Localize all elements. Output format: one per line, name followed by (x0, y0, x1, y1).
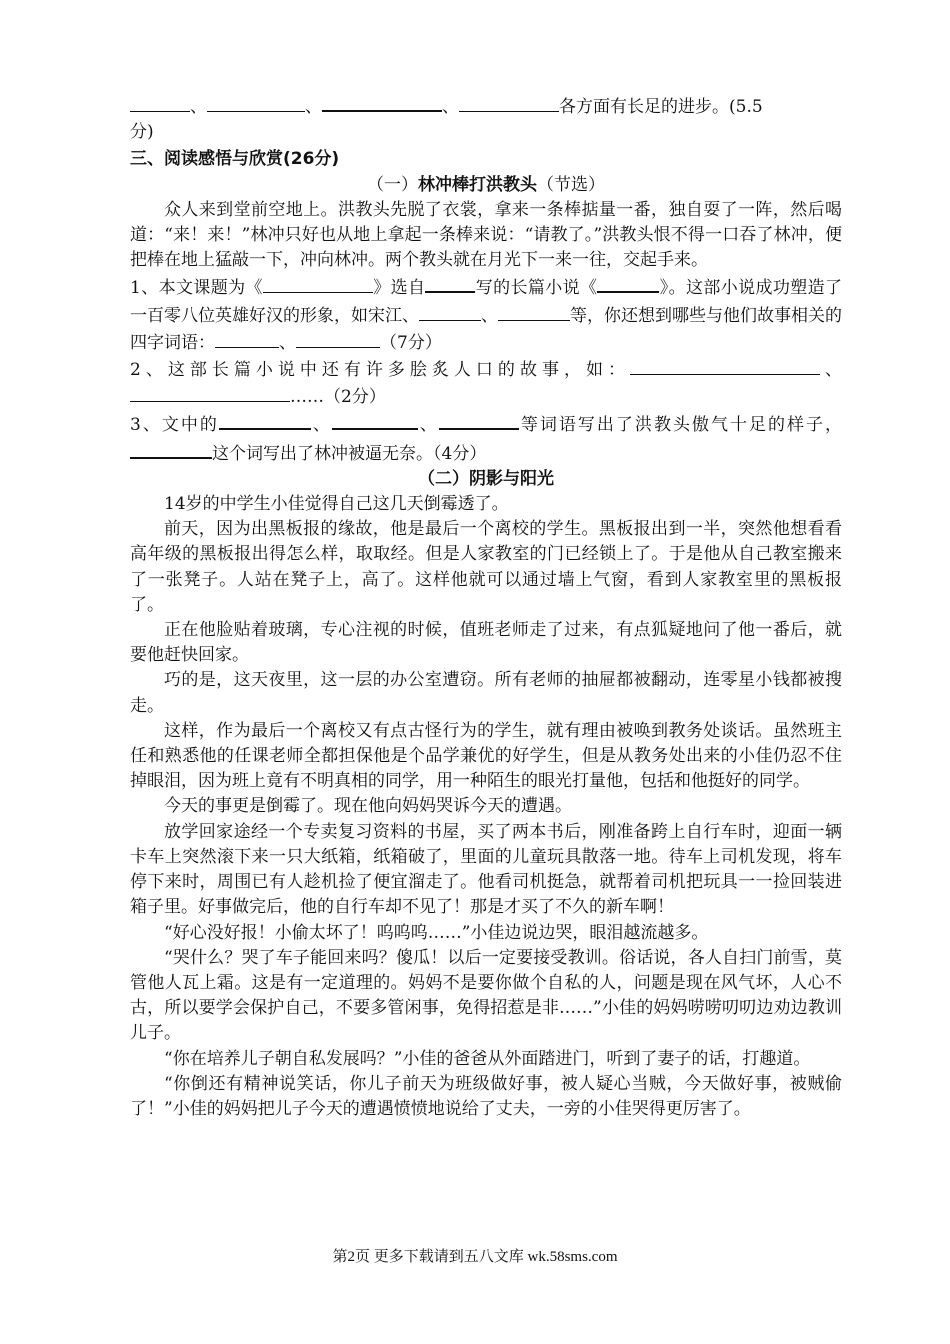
blank[interactable] (263, 274, 373, 293)
blank[interactable] (207, 93, 305, 112)
passage-excerpt: 众人来到堂前空地上。洪教头先脱了衣裳，拿来一条棒掂量一番，独自耍了一阵，然后喝道：“来！来！”林冲只好也从地上拿起一条棒来说：“请教了。”洪教头恨不得一口吞了林冲，便把棒在地上猛敲一下，冲向林冲。两个教头就在月光下一来一往，交起手来。 (130, 199, 842, 271)
blank[interactable] (498, 302, 570, 321)
story-paragraph: “你倒还有精神说笑话，你儿子前天为班级做好事，被人疑心当贼，今天做好事，被贼偷了！”小佳的妈妈把儿子今天的遭遇愤愤地说给了丈夫，一旁的小佳哭得更厉害了。 (130, 1073, 842, 1119)
blank[interactable] (215, 329, 279, 348)
question-1: 1、本文课题为《 》选自 写的长篇小说《 》。这部小说成功塑造了一百零八位英雄好汉的形象，如宋江、 、 等，你还想到哪些与他们故事相关的四字词语： 、 （7分） (130, 273, 842, 356)
story-paragraph: 巧的是，这天夜里，这一层的办公室遭窃。所有老师的抽屉都被翻动，连零星小钱都被搜走。 (130, 670, 842, 716)
story-paragraph: 14岁的中学生小佳觉得自己这几天倒霉透了。 (164, 494, 509, 515)
blank[interactable] (322, 92, 442, 112)
blank[interactable] (130, 93, 190, 112)
top-line: 、 、 、 各方面有长足的进步。(5.5 (130, 92, 842, 120)
part1-heading: （一）林冲棒打洪教头（节选） (367, 174, 605, 195)
top-line-end: 分) (130, 122, 154, 143)
blank[interactable] (332, 410, 418, 430)
blank[interactable] (419, 302, 481, 321)
part1-title: 林冲棒打洪教头 (418, 174, 537, 195)
page-content (130, 92, 842, 1122)
story-paragraph: 这样，作为最后一个离校又有点古怪行为的学生，就有理由被唤到教务处谈话。虽然班主任和熟悉他的任课老师全都担保他是个品学兼优的好学生，但是从教务处出来的小佳仍忍不住掉眼泪，因为班上竟有不明真相的同学，用一种陌生的眼光打量他，包括和他挺好的同学。 (130, 720, 842, 792)
question-2: 2、这部长篇小说中还有许多脍炙人口的故事，如： 、……（2分） (130, 356, 842, 410)
blank[interactable] (630, 356, 820, 375)
blank[interactable] (219, 410, 311, 430)
blank[interactable] (425, 273, 475, 293)
story-paragraph: 放学回家途经一个专卖复习资料的书屋，买了两本书后，刚准备跨上自行车时，迎面一辆卡车上突然滚下来一只大纸箱，纸箱破了，里面的儿童玩具散落一地。待车上司机发现，将车停下来时，周围已有人趁机捡了便宜溜走了。他看司机挺急，就帮着司机把玩具一一捡回装进箱子里。好事做完后，他的自行车却不见了！那是才买了不久的新车啊！ (130, 821, 842, 918)
question-3: 3、文中的 、 、 等词语写出了洪教头傲气十足的样子，这个词写出了林冲被逼无奈。（4分） (130, 410, 842, 466)
story-paragraph: 正在他脸贴着玻璃，专心注视的时候，值班老师走了过来，有点狐疑地问了他一番后，就要他赶快回家。 (130, 620, 842, 666)
story-paragraph: “好心没好报！小偷太坏了！呜呜呜……”小佳边说边哭，眼泪越流越多。 (164, 922, 709, 943)
story-paragraph: 前天，因为出黑板报的缘故，他是最后一个离校的学生。黑板报出到一半，突然他想看看高年级的黑板报出得怎么样，取取经。但是人家教室的门已经锁上了。于是他从自己教室搬来了一张凳子。人站在凳子上，高了。这样他就可以通过墙上气窗，看到人家教室里的黑板报了。 (130, 519, 842, 615)
story-paragraph: “你在培养儿子朝自私发展吗？”小佳的爸爸从外面踏进门，听到了妻子的话，打趣道。 (164, 1048, 811, 1069)
blank[interactable] (597, 273, 659, 293)
blank[interactable] (439, 410, 519, 430)
section-title: 三、阅读感悟与欣赏(26分) (130, 149, 340, 170)
page-footer: 第2页 更多下载请到五八文库 wk.58sms.com (332, 1249, 618, 1265)
blank[interactable] (130, 439, 212, 459)
story-paragraph: 今天的事更是倒霉了。现在他向妈妈哭诉今天的遭遇。 (164, 796, 572, 817)
blank[interactable] (459, 93, 559, 112)
blank[interactable] (296, 329, 380, 348)
part2-heading: （二）阴影与阳光 (418, 468, 554, 489)
blank[interactable] (130, 383, 290, 402)
story-paragraph: “哭什么？哭了车子能回来吗？傻瓜！以后一定要接受教训。俗话说，各人自扫门前雪，莫管他人瓦上霜。这是有一定道理的。妈妈不是要你做个自私的人，问题是现在风气坏，人心不古，所以要学会保护自己，不要多管闲事，免得招惹是非……”小佳的妈妈唠唠叨叨边劝边教训儿子。 (130, 947, 842, 1044)
